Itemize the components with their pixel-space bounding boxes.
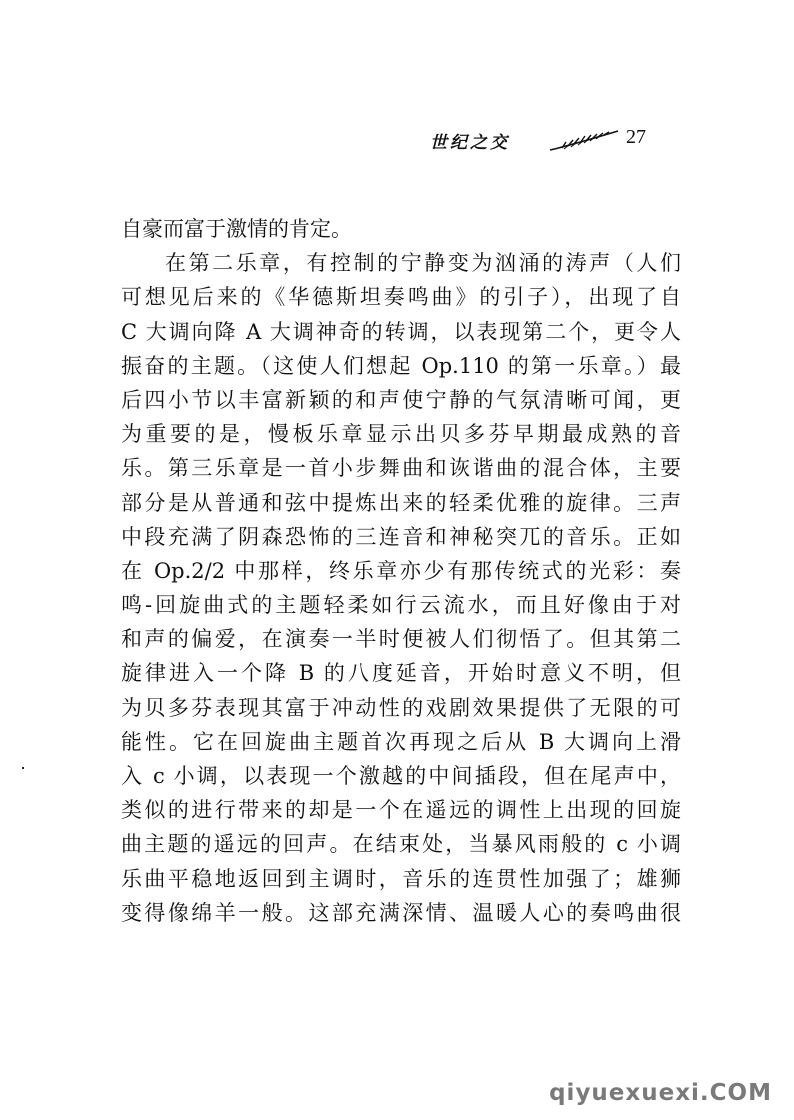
text-line: 和声的偏爱，在演奏一半时便被人们彻悟了。但其第二 (121, 627, 681, 652)
text-line: 后四小节以丰富新颖的和声使宁静的气氛清晰可闻，更 (121, 387, 681, 412)
text-line: 曲主题的遥远的回声。在结束处，当暴风雨般的 c 小调 (121, 832, 681, 857)
text-line: 能性。它在回旋曲主题首次再现之后从 B 大调向上滑 (121, 729, 681, 754)
scan-speck (22, 767, 24, 769)
text-line: 类似的进行带来的却是一个在遥远的调性上出现的回旋 (121, 798, 681, 823)
text-line: 变得像绵羊一般。这部充满深情、温暖人心的奏鸣曲很 (121, 900, 681, 925)
text-line: 可想见后来的《华德斯坦奏鸣曲》的引子），出现了自 (121, 285, 681, 310)
text-line: 入 c 小调，以表现一个激越的中间插段，但在尾声中， (121, 764, 681, 788)
page-number: 27 (626, 126, 646, 148)
text-line: C 大调向降 A 大调神奇的转调，以表现第二个，更令人 (121, 319, 681, 344)
running-header (430, 128, 670, 164)
site-watermark: qiyuexuexi.COM (549, 1080, 772, 1106)
text-line: 旋律进入一个降 B 的八度延音，开始时意义不明，但 (121, 661, 681, 686)
text-line: 在第二乐章，有控制的宁静变为汹涌的涛声（人们 (165, 251, 681, 276)
text-line: 为重要的是，慢板乐章显示出贝多芬早期最成熟的音 (121, 422, 681, 447)
running-header-title: 世纪之交 (430, 133, 510, 153)
text-line: 乐。第三乐章是一首小步舞曲和诙谐曲的混合体，主要 (121, 456, 681, 481)
text-line: 自豪而富于激情的肯定。 (121, 217, 352, 241)
text-line: 振奋的主题。（这使人们想起 Op.110 的第一乐章。）最 (121, 353, 681, 378)
text-line: 鸣-回旋曲式的主题轻柔如行云流水，而且好像由于对 (121, 593, 681, 618)
text-line: 中段充满了阴森恐怖的三连音和神秘突兀的音乐。正如 (121, 524, 681, 549)
text-line: 为贝多芬表现其富于冲动性的戏剧效果提供了无限的可 (121, 695, 681, 720)
text-line: 在 Op.2/2 中那样，终乐章亦少有那传统式的光彩：奏 (121, 558, 681, 583)
text-line: 部分是从普通和弦中提炼出来的轻柔优雅的旋律。三声 (121, 490, 681, 515)
body-text (121, 212, 681, 930)
text-line: 乐曲平稳地返回到主调时，音乐的连贯性加强了；雄狮 (121, 866, 681, 891)
quill-feather-icon (548, 130, 620, 152)
